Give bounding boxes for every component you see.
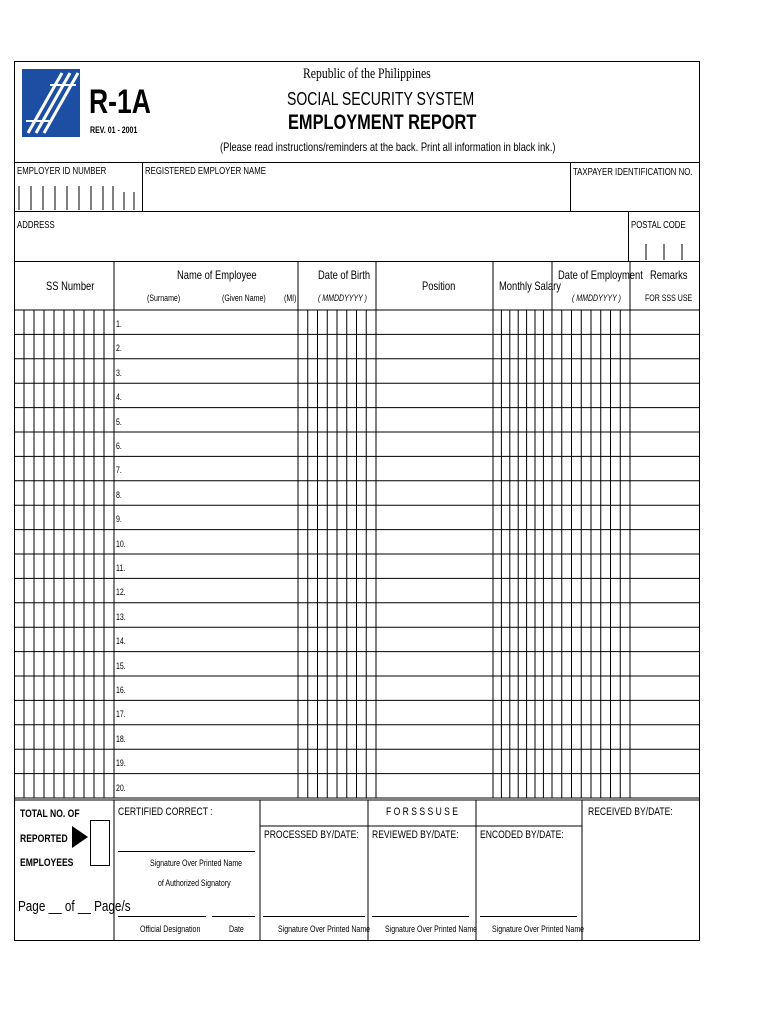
- total-label-2: REPORTED: [20, 833, 68, 845]
- for-sss-use-label: F O R S S S U S E: [386, 806, 458, 818]
- col-given-name: (Given Name): [222, 293, 266, 303]
- row-number: 2.: [116, 343, 122, 354]
- col-remarks-sub: FOR SSS USE: [645, 293, 693, 303]
- republic-label: Republic of the Philippines: [303, 66, 431, 82]
- row-number: 18.: [116, 733, 126, 744]
- row-number: 14.: [116, 636, 126, 647]
- row-number: 6.: [116, 441, 122, 451]
- row-number: 9.: [116, 514, 122, 525]
- arrow-right-icon: [72, 826, 88, 848]
- row-number: 19.: [116, 758, 126, 769]
- row-number: 16.: [116, 685, 126, 695]
- encoded-by-label: ENCODED BY/DATE:: [480, 829, 564, 841]
- total-label-1: TOTAL NO. OF: [20, 808, 80, 820]
- instruction-note: (Please read instructions/reminders at the back. Print all information in black ink.): [220, 140, 556, 154]
- reviewed-by-label: REVIEWED BY/DATE:: [372, 829, 459, 841]
- col-name: Name of Employee: [177, 268, 257, 282]
- total-employees-box[interactable]: [90, 820, 110, 866]
- tin-label: TAXPAYER IDENTIFICATION NO.: [573, 167, 693, 178]
- page-title: EMPLOYMENT REPORT: [288, 111, 477, 134]
- reviewed-signature-caption: Signature Over Printed Name: [385, 924, 478, 934]
- signatory-caption-2: of Authorized Signatory: [158, 878, 231, 888]
- row-number: 1.: [116, 319, 122, 329]
- date-caption: Date: [229, 924, 244, 934]
- col-doe-format: ( MMDDYYYY ): [572, 293, 622, 303]
- col-date-employment: Date of Employment: [558, 268, 643, 282]
- postal-code-label: POSTAL CODE: [631, 220, 686, 231]
- processed-signature-caption: Signature Over Printed Name: [278, 924, 371, 934]
- col-surname: (Surname): [147, 293, 181, 303]
- col-ss-number: SS Number: [46, 279, 95, 293]
- row-number: 15.: [116, 660, 126, 671]
- encoded-signature-caption: Signature Over Printed Name: [492, 924, 585, 934]
- employer-id-label: EMPLOYER ID NUMBER: [17, 166, 107, 177]
- row-number: 12.: [116, 587, 126, 598]
- col-mi: (MI): [284, 293, 297, 303]
- total-label-3: EMPLOYEES: [20, 857, 74, 869]
- page-count: Page __ of __ Page/s: [18, 898, 131, 915]
- form-revision: REV. 01 - 2001: [90, 125, 138, 135]
- agency-name: SOCIAL SECURITY SYSTEM: [287, 89, 475, 109]
- col-position: Position: [422, 279, 456, 293]
- employer-name-label: REGISTERED EMPLOYER NAME: [145, 166, 266, 177]
- form-code: R-1A: [89, 83, 151, 121]
- col-dob: Date of Birth: [318, 268, 371, 282]
- received-by-label: RECEIVED BY/DATE:: [588, 806, 673, 818]
- row-number: 13.: [116, 611, 126, 622]
- certified-label: CERTIFIED CORRECT :: [118, 806, 213, 818]
- row-number: 7.: [116, 465, 122, 476]
- signatory-caption-1: Signature Over Printed Name: [150, 858, 243, 868]
- row-number: 17.: [116, 709, 126, 720]
- row-number: 4.: [116, 392, 122, 403]
- signatory-line: [118, 851, 255, 852]
- processed-by-label: PROCESSED BY/DATE:: [264, 829, 359, 841]
- official-designation-caption: Official Designation: [140, 924, 201, 934]
- row-number: 8.: [116, 489, 122, 500]
- address-label: ADDRESS: [17, 220, 55, 231]
- row-number: 3.: [116, 367, 122, 378]
- col-remarks: Remarks: [650, 268, 688, 282]
- col-monthly-salary: Monthly Salary: [499, 279, 561, 293]
- row-number: 11.: [116, 563, 126, 573]
- row-number: 5.: [116, 416, 122, 427]
- col-dob-format: ( MMDDYYYY ): [318, 293, 368, 303]
- row-number: 10.: [116, 538, 126, 549]
- row-number: 20.: [116, 782, 126, 793]
